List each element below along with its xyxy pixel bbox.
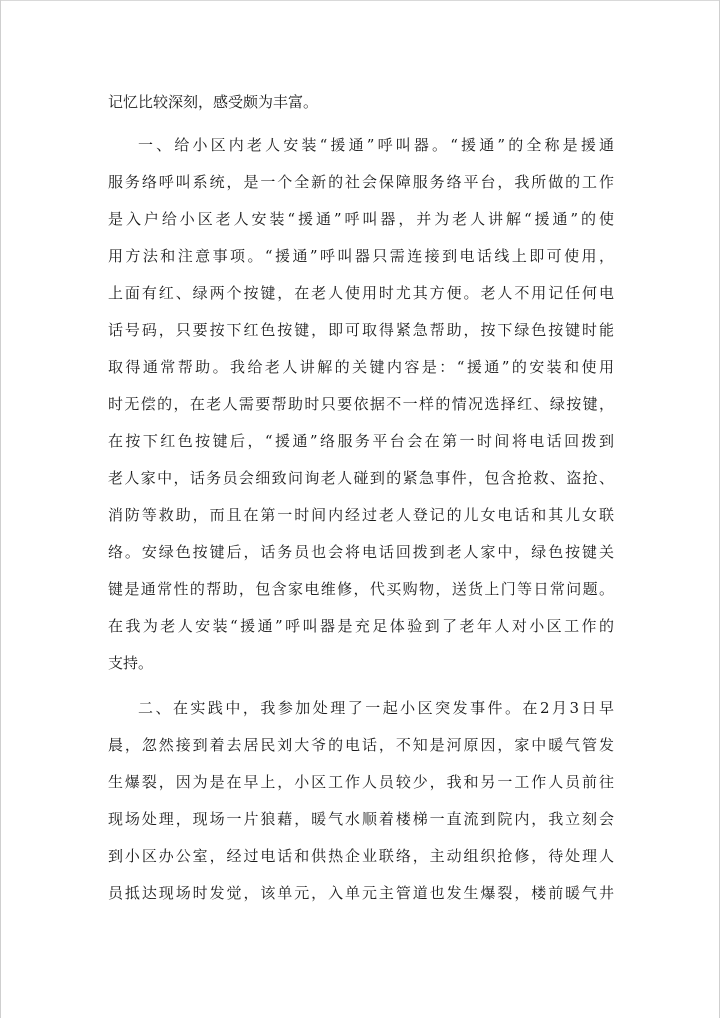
text-line: 取得通常帮助。我给老人讲解的关键内容是：“援通”的安装和使用 [108,358,614,376]
page-border-left [0,0,1,1018]
text-line: 二、在实践中，我参加处理了一起小区突发事件。在2月3日早 [138,699,614,717]
text-line: 一、给小区内老人安装“援通”呼叫器。“援通”的全称是援通 [138,136,614,154]
text-line: 用方法和注意事项。“援通”呼叫器只需连接到电话线上即可使用， [108,247,614,265]
text-line: 上面有红、绿两个按键，在老人使用时尤其方便。老人不用记任何电 [108,284,614,302]
text-line: 员抵达现场时发觉，该单元，入单元主管道也发生爆裂，楼前暖气井 [108,884,614,902]
page-border-top [0,0,720,1]
text-line: 话号码，只要按下红色按键，即可取得紧急帮助，按下绿色按键时能 [108,321,614,339]
text-line: 在我为老人安装“援通”呼叫器是充足体验到了老年人对小区工作的 [108,617,614,635]
text-line: 老人家中，话务员会细致问询老人碰到的紧急事件，包含抢救、盗抢、 [108,469,614,487]
text-line: 键是通常性的帮助，包含家电维修，代买购物，送货上门等日常问题。 [108,580,614,598]
text-line: 晨，忽然接到着去居民刘大爷的电话，不知是河原因，家中暖气管发 [108,736,614,754]
text-line: 时无偿的，在老人需要帮助时只要依据不一样的情况选择红、绿按键， [108,395,614,413]
text-line: 到小区办公室，经过电话和供热企业联络，主动组织抢修，待处理人 [108,847,614,865]
text-line: 生爆裂，因为是在早上，小区工作人员较少，我和另一工作人员前往 [108,773,614,791]
text-line: 记忆比较深刻，感受颇为丰富。 [108,93,319,111]
text-line: 消防等救助，而且在第一时间内经过老人登记的儿女电话和其儿女联 [108,506,614,524]
text-line: 在按下红色按键后，“援通”络服务平台会在第一时间将电话回拨到 [108,432,614,450]
text-line: 现场处理，现场一片狼藉，暖气水顺着楼梯一直流到院内，我立刻会 [108,810,614,828]
text-line: 支持。 [108,654,154,672]
text-line: 服务络呼叫系统，是一个全新的社会保障服务络平台，我所做的工作 [108,173,614,191]
text-line: 络。安绿色按键后，话务员也会将电话回拨到老人家中，绿色按键关 [108,543,614,561]
text-line: 是入户给小区老人安装“援通”呼叫器，并为老人讲解“援通”的使 [108,210,614,228]
